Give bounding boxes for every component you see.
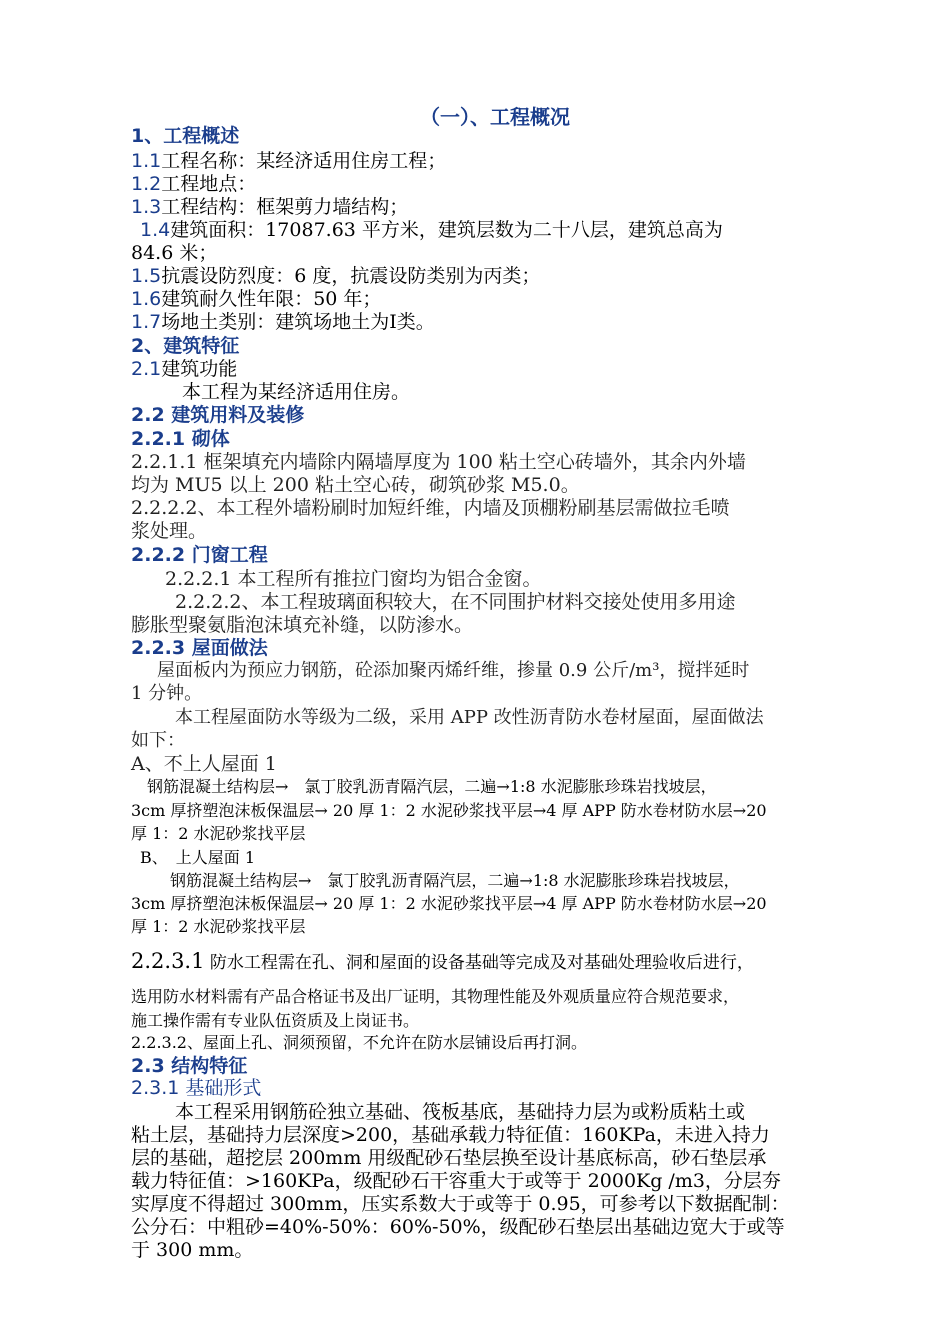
roof-b-line: 厚 1：2 水泥砂浆找平层 [131,917,306,936]
para-line: 2.2.1.1 框架填充内墙除内隔墙厚度为 100 粘土空心砖墙外，其余内外墙 [131,451,746,473]
item-text: 建筑功能 [161,358,238,380]
item-number: 2.1 [131,358,162,380]
roof-a-heading: A、不上人屋面 1 [131,753,277,775]
para-line: 层的基础，超挖层 200mm 用级配砂石垫层换至设计基底标高，砂石垫层承 [131,1147,767,1169]
item-text: 抗震设防烈度：6 度，抗震设防类别为丙类； [161,265,541,287]
item-1-4 [140,218,723,242]
item-1-3 [131,195,408,219]
para-line: 2.2.3.2、屋面上孔、洞须预留，不允许在防水层铺设后再打洞。 [131,1033,587,1052]
para-line: 实厚度不得超过 300mm，压实系数大于或等于 0.95，可参考以下数据配制： [131,1193,790,1215]
roof-a-line: 钢筋混凝土结构层→ 氯丁胶乳沥青隔汽层，二遍→1:8 水泥膨胀珍珠岩找坡层， [147,777,717,796]
item-2-2-3-1 [131,949,754,975]
para-line: 本工程屋面防水等级为二级，采用 APP 改性沥青防水卷材屋面，屋面做法 [175,707,764,728]
para-line: 如下： [131,730,185,751]
item-text: 防水工程需在孔、洞和屋面的设备基础等完成及对基础处理验收后进行， [209,953,754,973]
item-text: 工程名称：某经济适用住房工程； [161,150,447,172]
item-1-4-cont [131,241,217,265]
item-2-1-body: 本工程为某经济适用住房。 [182,381,411,403]
para-line: 2.2.2.2、本工程外墙粉刷时加短纤维，内墙及顶棚粉刷基层需做拉毛喷 [131,497,730,519]
item-2-1 [131,357,237,381]
item-number: 1.5 [131,265,162,287]
item-number: 1.2 [131,173,162,195]
roof-b-line: 3cm 厚挤塑泡沫板保温层→ 20 厚 1：2 水泥砂浆找平层→4 厚 APP 防水卷材防水层→20 [131,894,767,913]
para-line: 粘土层，基础持力层深度>200，基础承载力特征值：160KPa，未进入持力 [131,1124,770,1146]
roof-a-line: 3cm 厚挤塑泡沫板保温层→ 20 厚 1：2 水泥砂浆找平层→4 厚 APP 防水卷材防水层→20 [131,801,767,820]
para-line: 施工操作需有专业队伍资质及上岗证书。 [131,1011,420,1030]
para-line: 本工程采用钢筋砼独立基础、筏板基底，基础持力层为或粉质粘土或 [175,1101,746,1123]
section-2-3-1-heading: 2.3.1 基础形式 [131,1077,262,1099]
item-number: 1.7 [131,311,162,333]
item-1-1 [131,149,446,173]
item-number: 2.2.3.1 [131,949,205,973]
para-line: 选用防水材料需有产品合格证书及出厂证明，其物理性能及外观质量应符合规范要求， [131,987,740,1006]
para-line: 载力特征值：>160KPa，级配砂石干容重大于或等于 2000Kg /m3，分层夯 [131,1170,781,1192]
para-line: 1 分钟。 [131,683,203,704]
para-line: 膨胀型聚氨脂泡沫填充补缝，以防渗水。 [131,614,474,636]
section-1-heading: 1、工程概述 [131,125,240,147]
section-2-3-heading: 2.3 结构特征 [131,1055,248,1077]
section-2-2-1-heading: 2.2.1 砌体 [131,428,230,450]
item-text: 建筑面积：17087.63 平方米，建筑层数为二十八层，建筑总高为 [170,219,723,241]
item-text: 建筑耐久性年限：50 年； [161,288,382,310]
roof-b-heading: B、 上人屋面 1 [140,848,256,867]
para-line: 2.2.2.2、本工程玻璃面积较大，在不同围护材料交接处使用多用途 [175,591,736,613]
item-number: 1.1 [131,150,162,172]
item-1-6 [131,287,381,311]
section-2-heading: 2、建筑特征 [131,335,240,357]
section-2-2-3-heading: 2.2.3 屋面做法 [131,637,268,659]
page-title: （一）、工程概况 [420,105,570,129]
roof-b-line: 钢筋混凝土结构层→ 氯丁胶乳沥青隔汽层，二遍→1:8 水泥膨胀珍珠岩找坡层， [170,871,740,890]
item-number: 1.6 [131,288,162,310]
para-line: 公分石：中粗砂=40%-50%：60%-50%，级配砂石垫层出基础边宽大于或等 [131,1216,785,1238]
item-text: 工程地点： [161,173,257,195]
item-number: 1.3 [131,196,162,218]
item-1-7 [131,310,435,334]
section-2-2-2-heading: 2.2.2 门窗工程 [131,544,268,566]
item-text: 84.6 米； [131,242,218,264]
item-text: 场地土类别：建筑场地土为Ⅰ类。 [161,311,435,333]
item-text: 工程结构：框架剪力墙结构； [161,196,409,218]
para-line: 2.2.2.1 本工程所有推拉门窗均为铝合金窗。 [165,568,542,590]
para-line: 浆处理。 [131,520,208,542]
para-line: 屋面板内为预应力钢筋，砼添加聚丙烯纤维，掺量 0.9 公斤/m³，搅拌延时 [157,660,750,681]
para-line: 于 300 mm。 [131,1239,254,1261]
item-1-5 [131,264,540,288]
section-2-2-heading: 2.2 建筑用料及装修 [131,404,305,426]
item-1-2 [131,172,256,196]
item-number: 1.4 [140,219,171,241]
roof-a-line: 厚 1：2 水泥砂浆找平层 [131,824,306,843]
para-line: 均为 MU5 以上 200 粘土空心砖，砌筑砂浆 M5.0。 [131,474,580,496]
